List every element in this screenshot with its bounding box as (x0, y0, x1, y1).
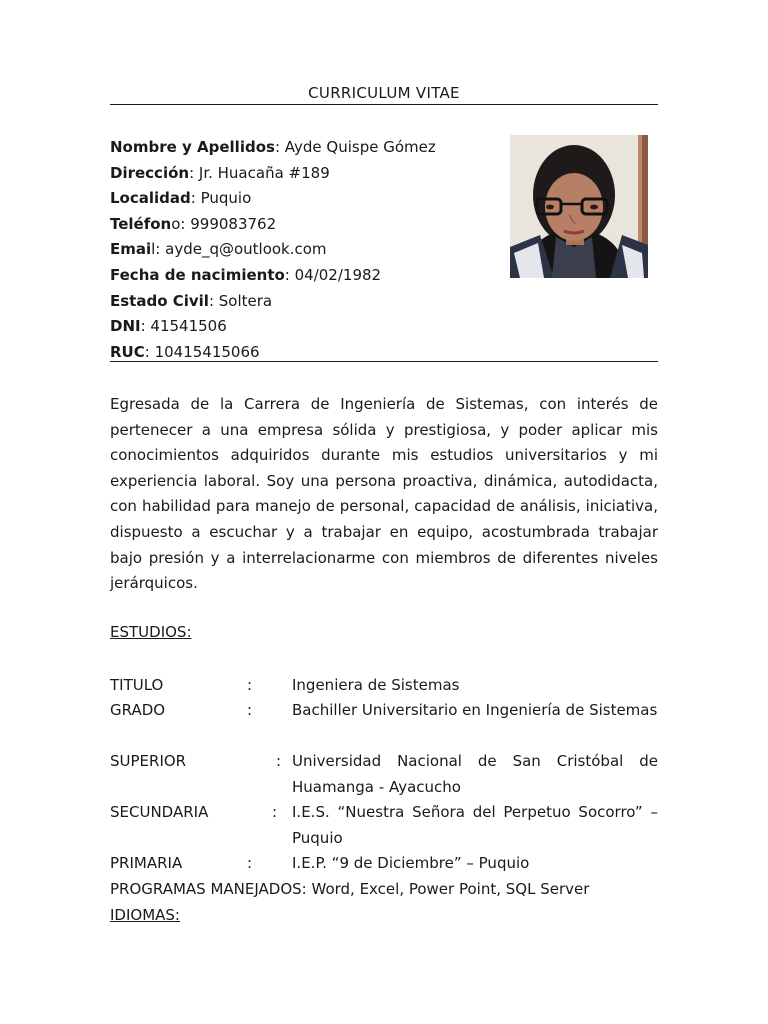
civil-status-line (110, 290, 490, 316)
locality-line (110, 187, 490, 213)
secundaria-colon: : (272, 803, 278, 821)
birthdate-label: Fecha de nacimiento (110, 265, 285, 284)
address-label: Dirección (110, 163, 190, 182)
phone-label: Teléfon (110, 214, 172, 233)
birthdate-line (110, 264, 490, 290)
studies-heading-colon: : (186, 623, 192, 641)
email-label: Emai (110, 240, 152, 259)
studies-row-primaria (110, 851, 658, 877)
address-value: : Jr. Huacaña #189 (189, 163, 330, 182)
email-value: l: ayde_q@outlook.com (151, 240, 327, 259)
superior-label: SUPERIOR (110, 752, 187, 770)
personal-info (110, 136, 490, 366)
secundaria-label: SECUNDARIA (110, 803, 209, 821)
dni-label: DNI (110, 317, 141, 336)
civil-status-value: : Soltera (208, 291, 273, 310)
dni-line (110, 315, 490, 341)
primaria-label: PRIMARIA (110, 854, 183, 872)
titulo-value: Ingeniera de Sistemas (292, 676, 460, 694)
birthdate-value: : 04/02/1982 (284, 265, 382, 284)
name-label: Nombre y Apellidos (110, 138, 275, 156)
studies-row-superior (110, 749, 658, 800)
grado-value: Bachiller Universitario en Ingeniería de Sistemas (292, 701, 658, 719)
profile-photo (510, 135, 648, 278)
superior-value: Universidad Nacional de San Cristóbal de Huamanga - Ayacucho (292, 752, 658, 796)
name-line (110, 136, 490, 162)
phone-value: o: 999083762 (171, 214, 277, 233)
phone-line (110, 213, 490, 239)
studies-row-secundaria (110, 800, 658, 851)
profile-summary: Egresada de la Carrera de Ingeniería de Sistemas, con interés de pertenecer a una empresa sólida y prestigiosa, y poder aplicar mis conocimientos adquiridos durante mis estudios universitarios y mi experiencia laboral. Soy una persona proactiva, dinámica, autodidacta, con habilidad para manejo de personal, capacidad de análisis, iniciativa, dispuesto a escuchar y a trabajar en equipo, acostumbrada trabajar bajo presión y a interrelacionarme con miembros de diferentes niveles jerárquicos. (110, 395, 658, 593)
languages-heading: IDIOMAS: (110, 906, 180, 924)
superior-colon: : (276, 752, 282, 770)
locality-label: Localidad (110, 189, 191, 208)
programs-label: PROGRAMAS MANEJADOS (110, 880, 302, 898)
titulo-label: TITULO (110, 676, 164, 694)
ruc-value: : 10415415066 (144, 342, 260, 361)
secundaria-value: I.E.S. “Nuestra Señora del Perpetuo Socorro” – Puquio (292, 803, 658, 847)
personal-info-divider (110, 361, 658, 362)
programs-line (110, 877, 589, 903)
ruc-label: RUC (110, 342, 145, 361)
grado-label: GRADO (110, 701, 166, 719)
address-line (110, 162, 490, 188)
primaria-value: I.E.P. “9 de Diciembre” – Puquio (292, 854, 530, 872)
programs-value: : Word, Excel, Power Point, SQL Server (301, 880, 590, 898)
primaria-colon: : (247, 854, 253, 872)
studies-heading (110, 623, 192, 641)
civil-status-label: Estado Civil (110, 291, 209, 310)
document-title: CURRICULUM VITAE (308, 84, 460, 102)
name-value: : Ayde Quispe Gómez (274, 138, 436, 156)
titulo-colon: : (247, 676, 253, 694)
email-line (110, 238, 490, 264)
grado-colon: : (247, 701, 253, 719)
studies-row-titulo (110, 673, 658, 699)
dni-value: : 41541506 (140, 317, 227, 336)
studies-heading-label: ESTUDIOS (110, 623, 187, 641)
title-divider (110, 104, 658, 105)
locality-value: : Puquio (190, 189, 252, 208)
studies-row-grado (110, 698, 658, 724)
ruc-line (110, 341, 490, 367)
